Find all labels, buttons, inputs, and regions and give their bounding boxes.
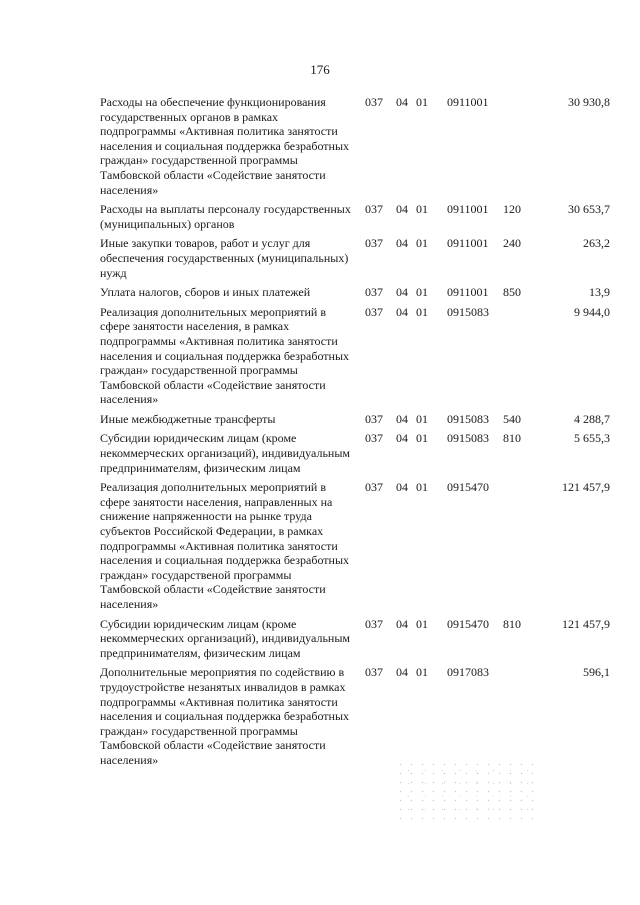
table-row xyxy=(100,305,610,407)
section-code: 04 xyxy=(396,616,408,631)
table-row xyxy=(100,412,610,427)
ministry-code: 037 xyxy=(365,285,383,300)
subsection-code: 01 xyxy=(416,411,428,426)
subsection-code: 01 xyxy=(416,304,428,319)
row-name: Расходы на выплаты персоналу государственных (муниципальных) органов xyxy=(100,202,351,231)
table-row xyxy=(100,617,610,661)
ministry-code: 037 xyxy=(365,236,383,251)
subsection-code: 01 xyxy=(416,285,428,300)
section-code: 04 xyxy=(396,431,408,446)
ministry-code: 037 xyxy=(365,202,383,217)
row-name: Дополнительные мероприятия по содействию в трудоустройстве незанятых инвалидов в рамках подпрограммы «Активная политика занятости населения и социальная поддержка безработных граждан» государственной программы Тамбовской области «Содействие занятости населения» xyxy=(100,665,350,767)
section-code: 04 xyxy=(396,95,408,109)
expense-type-code: 540 xyxy=(503,411,521,426)
row-name: Иные закупки товаров, работ и услуг для обеспечения государственных (муниципальных) нужд xyxy=(100,236,349,280)
amount: 5 655,3 xyxy=(574,431,610,446)
ministry-code: 037 xyxy=(365,431,383,446)
row-name: Иные межбюджетные трансферты xyxy=(100,411,276,426)
table-row xyxy=(100,431,610,475)
target-article-code: 0915083 xyxy=(447,431,489,446)
amount: 4 288,7 xyxy=(574,411,610,426)
amount: 263,2 xyxy=(583,236,610,251)
subsection-code: 01 xyxy=(416,616,428,631)
ministry-code: 037 xyxy=(365,304,383,319)
subsection-code: 01 xyxy=(416,665,428,680)
expense-type-code: 120 xyxy=(503,202,521,217)
table-row xyxy=(100,285,610,300)
subsection-code: 01 xyxy=(416,431,428,446)
table-row xyxy=(100,202,610,231)
section-code: 04 xyxy=(396,665,408,680)
expense-type-code: 810 xyxy=(503,431,521,446)
amount: 9 944,0 xyxy=(574,304,610,319)
row-name: Уплата налогов, сборов и иных платежей xyxy=(100,285,311,300)
row-name: Субсидии юридическим лицам (кроме некоммерческих организаций), индивидуальным предпринимателям, физическим лицам xyxy=(100,431,350,475)
ministry-code: 037 xyxy=(365,95,383,109)
ministry-code: 037 xyxy=(365,665,383,680)
section-code: 04 xyxy=(396,202,408,217)
table-row xyxy=(100,480,610,611)
amount: 596,1 xyxy=(583,665,610,680)
subsection-code: 01 xyxy=(416,480,428,495)
scan-noise-speckles xyxy=(395,760,535,820)
amount: 121 457,9 xyxy=(562,616,610,631)
ministry-code: 037 xyxy=(365,411,383,426)
ministry-code: 037 xyxy=(365,480,383,495)
row-name: Расходы на обеспечение функционирования государственных органов в рамках подпрограммы «Активная политика занятости населения и социальная поддержка безработных граждан» государственной программы Тамбовской области «Содействие занятости населения» xyxy=(100,95,350,197)
target-article-code: 0915083 xyxy=(447,304,489,319)
table-row xyxy=(100,95,610,197)
expense-type-code: 850 xyxy=(503,285,521,300)
expense-type-code: 240 xyxy=(503,236,521,251)
section-code: 04 xyxy=(396,480,408,495)
row-name: Реализация дополнительных мероприятий в сфере занятости населения, в рамках подпрограммы «Активная политика занятости населения и социальная поддержка безработных граждан» государственной программы Тамбовской области «Содействие занятости населения» xyxy=(100,304,350,407)
section-code: 04 xyxy=(396,285,408,300)
expense-type-code: 810 xyxy=(503,616,521,631)
target-article-code: 0911001 xyxy=(447,95,489,109)
page-number: 176 xyxy=(310,62,330,77)
section-code: 04 xyxy=(396,304,408,319)
row-name: Субсидии юридическим лицам (кроме некоммерческих организаций), индивидуальным предпринимателям, физическим лицам xyxy=(100,616,350,660)
target-article-code: 0911001 xyxy=(447,236,489,251)
target-article-code: 0911001 xyxy=(447,202,489,217)
amount: 121 457,9 xyxy=(562,480,610,495)
amount: 13,9 xyxy=(589,285,610,300)
row-name: Реализация дополнительных мероприятий в сфере занятости населения, направленных на снижение напряженности на рынке труда субъектов Российской Федерации, в рамках подпрограммы «Активная политика занятости населения и социальная поддержка безработных граждан» государственой программы Тамбовской области «Содействие занятости населения» xyxy=(100,480,350,611)
amount: 30 930,8 xyxy=(568,95,610,109)
subsection-code: 01 xyxy=(416,202,428,217)
amount: 30 653,7 xyxy=(568,202,610,217)
section-code: 04 xyxy=(396,411,408,426)
target-article-code: 0915083 xyxy=(447,411,489,426)
ministry-code: 037 xyxy=(365,616,383,631)
target-article-code: 0915470 xyxy=(447,616,489,631)
subsection-code: 01 xyxy=(416,95,428,109)
subsection-code: 01 xyxy=(416,236,428,251)
target-article-code: 0915470 xyxy=(447,480,489,495)
target-article-code: 0917083 xyxy=(447,665,489,680)
section-code: 04 xyxy=(396,236,408,251)
table-row xyxy=(100,665,610,767)
target-article-code: 0911001 xyxy=(447,285,489,300)
table-row xyxy=(100,236,610,280)
budget-table xyxy=(100,95,610,773)
